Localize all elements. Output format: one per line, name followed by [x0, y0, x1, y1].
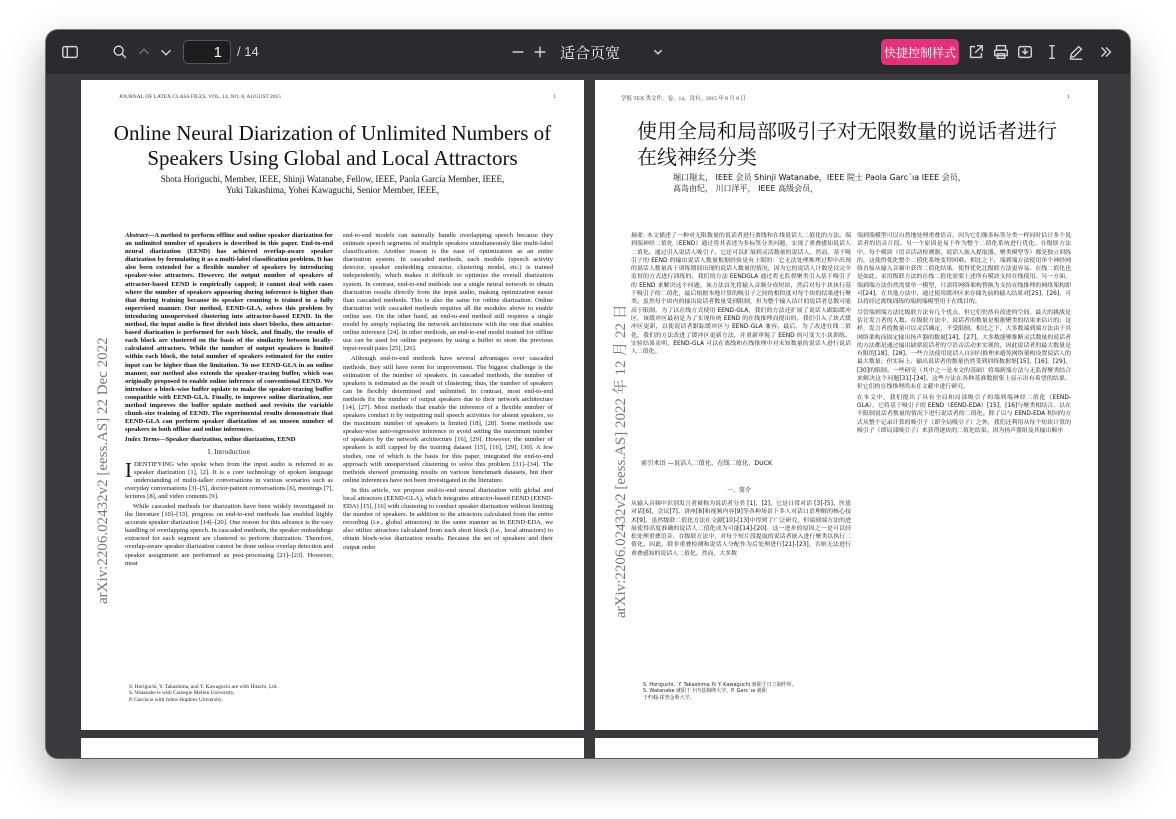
- toolbar: [46, 30, 1130, 74]
- open-external-icon[interactable]: [966, 42, 986, 62]
- section-heading: I. Introduction: [207, 449, 251, 457]
- zoom-mode-select[interactable]: 适合页宽: [560, 44, 621, 62]
- intro-paragraph-text: DENTIFYING who spoke when from the input audio is referred to as speaker diarization [1], [2]. It is a core technology of spoken language understanding of multi-talker conversations in various scenarios such as everyday conversations [3]–[5], doctor-patient conversations [6], meetings [7], lectures [8], and video contents [9].: [125, 460, 333, 500]
- body-paragraph: In this article, we propose end-to-end neural diarization with global and local attractors (EEND-GLA), which integrates attractor-based EEND (EEND-EDA) [15], [16] with clustering to conduct speaker diarization without limiting the number of speakers. In addition to the attractors calculated from the entire recording (i.e., global attractors) in the same manner as in EEND-EDA, we also utilize attractors calculated from each short block (i.e., local attractors) to obtain block-wise diarization results. Because the set of speakers and their output order: [343, 486, 553, 551]
- search-icon[interactable]: [110, 42, 130, 62]
- author-line: 堀口翔太， IEEE 会员 Shinji Watanabe，IEEE 院士 Paola Garc´ıa IEEE 会员，: [673, 173, 966, 182]
- index-terms: [125, 436, 333, 444]
- pdf-page-original-next: [81, 738, 584, 758]
- next-page-icon[interactable]: [156, 42, 176, 62]
- zoom-in-icon[interactable]: [530, 42, 550, 62]
- intro-paragraph: 从输入音频中识别发言者被称为说话者分类 [1]，[2]。它是日常对话 [3]-[5]、医患对话[6]、会议[7]、讲座[8]和视频内容[9]等各种场景下多人对话口语理解的核心技术[9]。虽然级联二值化方法在文献[10]-[13]中得到了广泛研究，但端到端方法的进展使得高度准确的说话人二值化成为可能[14]-[20]。这一进步的原因之一是可以轻松处理重叠语音。在级联方法中，对每个短片段提取的说话者嵌入进行聚类以执行二值化。因此，除非重叠检测和说话人分配作为后处理进行[21]-[23]，否则无法进行重叠感知的说话人二值化。然而，大多数: [631, 501, 851, 557]
- index-terms-label: Index Terms: [125, 436, 160, 444]
- footnote: S. Horiguchi, Y. Takashima, and Y. Kawaguchi are with Hitachi, Ltd.: [129, 684, 278, 690]
- arxiv-stamp: arXiv:2206.02432v2 [eess.AS] 2022 年 12 月 22 日: [613, 304, 629, 618]
- index-terms: 索引术语 —说话人二值化、在线二值化、DUCK: [641, 460, 773, 467]
- body-paragraph: 在本文中，我们提出了具有全局和局部吸引子的端到端神经二值化（EEND-GLA），它将基于吸引子的 EEND（EEND-EDA）[15]，[16]与聚类相结合，以在不限制说话者数量的情况下进行说话者的二值化。除了以与 EEND-EDA 相同的方式从整个记录计算的吸引子（即全局吸引子）之外，我们还利用从每个短块计算的吸引子（即局部吸引子）来获得逐块的二值化结果。因为扬声器组及其输出顺序: [857, 394, 1071, 434]
- body-paragraph: end-to-end models can naturally handle overlapping speech because they estimate speech segments of multiple speakers simultaneously like multi-label classification. Another reason is the ease of optimization as an entire diarization system. In cascaded methods, each module (speech activity detector, speaker embedding extractor, clustering model, etc.) is trained independently, which makes it difficult to optimize the overall diarization system. In contrast, end-to-end methods use a single neural network to obtain diarization results directly from the input audio, making optimization easier than cascaded methods. This is also the same for online diarization. Online diarization with cascaded methods requires all the modules above to enable online use. On the other hand, an end-to-end method still requires a single model by simply replacing the network architecture with the one that enables online inference [24]. In other methods, an end-to-end model trained for offline use can be used for online purposes by using a buffer to store the previous input-result pairs [25], [26].: [343, 232, 553, 353]
- quick-control-style-button[interactable]: 快捷控制样式: [881, 39, 959, 65]
- intro-paragraph: [125, 457, 333, 501]
- author-line: 高岛由纪， 川口洋平， IEEE 高级会员，: [673, 184, 819, 193]
- intro-paragraph: While cascaded methods for diarization have been widely investigated in the literature [10]–[13], progress on end-to-end methods has enabled highly accurate speaker diarization [14]–[20]. One reason for this advance is the easy handling of overlapping speech. In cascaded methods, the speaker embeddings extracted for each segment are clustered to perform diarization. Therefore, overlap-aware speaker diarization cannot be done unless overlap detection and speaker assignment are performed as post-processing [21]–[23]. However, most: [125, 503, 333, 567]
- chevron-double-right-icon[interactable]: [1096, 42, 1116, 62]
- paper-title: 使用全局和局部吸引子对无限数量的说话者进行在线神经分类: [637, 119, 1057, 169]
- page-number-input[interactable]: 1: [183, 40, 231, 64]
- abstract: [125, 232, 333, 434]
- right-column: [857, 232, 1071, 632]
- author-line: Shota Horiguchi, Member, IEEE, Shinji Watanabe, Fellow, IEEE, Paola García Member, IEEE,: [160, 174, 505, 184]
- previous-page-icon[interactable]: [134, 42, 154, 62]
- author-line: Yuki Takashima, Yohei Kawaguchi, Senior Member, IEEE,: [225, 185, 440, 195]
- footnote: S. Horiguchi、Y. Takashima 和 Y. Kawaguchi 就职于日立制作所。: [643, 682, 797, 688]
- print-icon[interactable]: [991, 42, 1011, 62]
- pdf-page-original: [81, 80, 584, 730]
- footnote: P. García is with Johns Hopkins University.: [129, 696, 223, 703]
- dropcap: I: [125, 457, 132, 482]
- sidebar-toggle-icon[interactable]: [60, 42, 80, 62]
- abstract: 摘要: 本文描述了一种对无限数量的说话者进行离线和在线说话人二值化的方法。端到端神经二值化（EEND）通过将其表述为多标签分类问题，实现了重叠感知说话人二值化。通过引入说话人吸引子，它还可以扩展到灵活数量的说话人。然而，基于吸引子的 EEND 的输出说话人数量根据经验是有上限的：它无法处理推理过程中出现的说话人数量高于训练期间出现的说话人数量的情况，因为它的说话人计数是以完全监督的方式进行训练的。我们的方法 EENDGLA 通过将无监督聚类引入基于吸引子的 EEND 来解决这个问题。该方法首先将输入音频分成短块，然后对每个块执行基于吸引子的二值化，最后根据本地计算的吸引子之间的相似度对每个块的结果进行聚类。虽然每个块内的输出说话者数量受到限制，但为整个输入估计的说话者总数可能高于限制。为了以在线方式使用 EEND-GLA，我们的方法还扩展了说话人跟踪缓冲区，该缓冲区最初是为了实现传统 EEND 的在线推理而提出的。我们引入了块式缓冲区更新，以使说话者跟踪缓冲区与 EEND-GLA 兼容。最后，为了改进在线二值化，我们的方法改进了缓冲区更新方法，并重新审视了 EEND 的可变大小块训练。实验结果表明，EEND-GLA 可以在离线和在线推理中对未知数量的说话人进行说话人二值化。: [631, 233, 851, 356]
- document-viewer[interactable]: [46, 74, 1130, 758]
- author-list: [673, 172, 1073, 194]
- body-paragraph: Although end-to-end methods have several advantages over cascaded methods, they still have room for improvement. The biggest challenge is the estimation of the number of speakers. In cascaded methods, the number of speakers is estimated as the result of clustering; thus, the number of speakers can be flexibly determined and unlimited. In contrast, most end-to-end methods fix the number of output speakers due to their network architecture [14], [27]. Most methods that enable the inference of a flexible number of speakers conduct it by outputting null speech activities for absent speakers, so the maximum number of speakers is limited [18], [28]. Some methods use speaker-wise auto-regressive inference to avoid setting the maximum number of speakers by the network architecture [16], [29]. However, the number of speakers is still capped by the training dataset [15], [16], [29], [30]. A few studies, one of which is the basis for this paper, integrated the end-to-end approach with unsupervised clustering to solve this problem [31]–[34]. The methods showed promising results on various benchmark datasets, but their online inferences have not been investigated in the literature.: [343, 355, 553, 484]
- footnote: 于约翰·霍普金斯大学。: [643, 694, 695, 701]
- footnotes: [129, 684, 329, 703]
- page-total: / 14: [237, 44, 259, 59]
- page-number: 1: [553, 94, 556, 100]
- running-head: 学报 TEX 类文件，卷。14，没有。2015 年 8 月 8 日: [621, 96, 746, 102]
- footnote: S. Watanabe is with Carnegie Mellon University.: [129, 690, 235, 697]
- index-terms-text: —Speaker diarization, online diarization, EEND: [159, 436, 296, 444]
- footnote: S. Watanabe 就职于卡内基梅隆大学。P. Garc´ıa 就职: [643, 688, 767, 695]
- right-column: [343, 232, 553, 722]
- download-icon[interactable]: [1015, 42, 1035, 62]
- zoom-out-icon[interactable]: [508, 42, 528, 62]
- abstract-text: —A method to perform offline and online speaker diarization for an unlimited number of speakers is described in this paper. End-to-end neural diarization (EEND) has achieved overlap-aware speaker diarization by formulating it as a multi-label classification problem. It has also been extended for a flexible number of speakers by introducing speaker-wise attractors. However, the output number of speakers of attractor-based EEND is empirically capped; it cannot deal with cases where the number of speakers appearing during inference is higher than that during training because its speaker counting is trained in a fully supervised manner. Our method, EEND-GLA, solves this problem by introducing unsupervised clustering into attractor-based EEND. In the method, the input audio is first divided into short blocks, then attractor-based diarization is performed for each block, and finally, the results of each block are clustered on the basis of the similarity between locally-calculated attractors. While the number of output speakers is limited within each block, the total number of speakers estimated for the entire input can be higher than the limitation. To use EEND-GLA in an online manner, our method also extends the speaker-tracing buffer, which was originally proposed to enable online inference of conventional EEND. We introduce a block-wise buffer update to make the speaker-tracing buffer compatible with EEND-GLA. Finally, to improve online diarization, our method improves the buffer update method and revisits the variable chunk-size training of EEND. The experimental results demonstrate that EEND-GLA can perform speaker diarization of an unseen number of speakers in both offline and online inferences.: [125, 232, 333, 434]
- pdf-viewer-window: [46, 30, 1130, 758]
- text-cursor-icon[interactable]: [1042, 42, 1062, 62]
- abstract-label: Abstract: [125, 232, 148, 239]
- pen-icon[interactable]: [1066, 42, 1086, 62]
- arxiv-stamp: arXiv:2206.02432v2 [eess.AS] 22 Dec 2022: [95, 337, 111, 604]
- chevron-down-icon[interactable]: [648, 42, 668, 62]
- section-heading: 一、简介: [727, 487, 752, 494]
- page-number: 1: [1067, 94, 1070, 100]
- running-head: JOURNAL OF LATEX CLASS FILES, VOL. 14, NO. 8, AUGUST 2015: [119, 94, 282, 100]
- paper-title: Online Neural Diarization of Unlimited Numbers of Speakers Using Global and Local Attractors: [113, 121, 552, 170]
- left-column: [125, 232, 333, 718]
- body-paragraph: 尽管端到端方法比级联方法有几个优点，但它们仍然有改进的空间。最大的挑战是估计发言者的人数。在级联方法中，说话者的数量是根据聚类的结果来估计的；这样，发言者的数量可以灵活确定，不受限制。相比之下，大多数端到端方法由于其网络架构而固定输出扬声器的数量[14]、[27]。大多数能够推断灵活数量的说话者的方法都是通过输出缺席说话者的空语音活动来实现的，因此说话者的最大数量是有限的[18]、[28]。一些方法使用说话人自回归推理来避免网络架构设置说话人的最大数量；但实际上，输出说话者的数量仍然受到训练数据集[15]、[16]、[29]、[30]的限制。一些研究（其中之一是本文的基础）将端到端方法与无监督聚类结合来解决这个问题[31]-[34]。这些方法在各种基准数据集上显示出有希望的结果，但它们的在线推理尚未在文献中进行研究。: [857, 309, 1071, 391]
- pdf-page-translation: [595, 80, 1098, 730]
- body-paragraph: 端到端模型可以自然地处理重叠语音，因为它们像多标签分类一样同时估计多个说话者的语音片段。另一个原因是易于作为整个二值化系统进行优化。在级联方法中，每个模块（语音活动检测器、说话人嵌入提取器、聚类模型等）都是独立训练的，这使得优化整个二值化系统变得困难。相比之下，端到端方法使用单个神经网络直接从输入音频中获得二值化结果，使得优化比级联方法更容易。在线二值化也是如此。采用级联方法的在线二值化需要上述所有模块支持在线使用。另一方面，端到端方法仍然需要单一模型，只需将网络架构替换为支持在线推理的网络架构即可[24]。在其他方法中，通过使用缓冲区来存储先前的输入结果对[25]、[26]，可以将经过离线训练的端到端模型用于在线目的。: [857, 233, 1071, 306]
- author-list: [101, 174, 564, 196]
- pdf-page-translation-next: [595, 738, 1098, 758]
- footnotes: [643, 682, 863, 701]
